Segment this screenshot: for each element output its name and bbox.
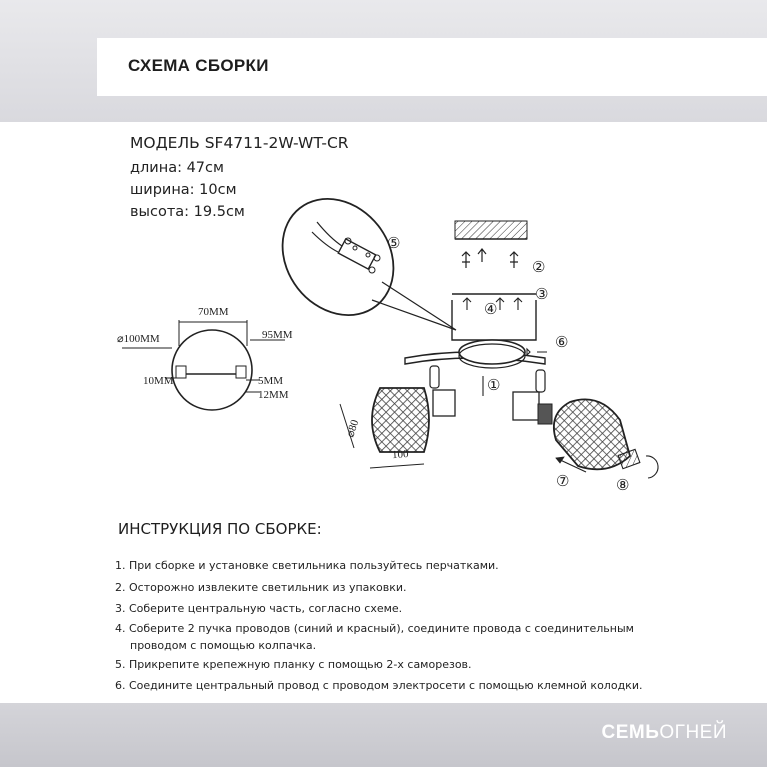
model-name: МОДЕЛЬ SF4711-2W-WT-CR (130, 134, 349, 152)
shade-height-dim: ⌀80 (344, 418, 362, 439)
callout-2: ② (532, 260, 546, 276)
callout-3: ③ (535, 287, 549, 303)
callout-8: ⑧ (616, 478, 630, 494)
instruction-step-6: 6. Соедините центральный провод с проводом электросети с помощью клемной колодки. (115, 679, 643, 692)
callout-5: ⑤ (387, 236, 401, 252)
brand-light: ОГНЕЙ (659, 722, 727, 743)
brand-bold: СЕМЬ (601, 722, 660, 743)
instruction-step-5: 5. Прикрепите крепежную планку с помощью 2-х саморезов. (115, 658, 472, 671)
dim-100: ⌀100MM (117, 333, 160, 345)
instruction-step-4-cont: проводом с помощью колпачка. (130, 639, 317, 652)
dim-95: 95MM (262, 329, 293, 341)
page-title: СХЕМА СБОРКИ (128, 56, 269, 75)
callout-4: ④ (484, 302, 498, 318)
spec-length: длина: 47см (130, 160, 224, 176)
wiring-detail (260, 177, 456, 338)
shade-length-dim: 100 (391, 448, 409, 462)
instruction-step-4: 4. Соберите 2 пучка проводов (синий и красный), соедините провода с соединительным (115, 622, 634, 635)
right-shade (513, 392, 658, 478)
instructions-title: ИНСТРУКЦИЯ ПО СБОРКЕ: (118, 520, 322, 538)
spec-height: высота: 19.5см (130, 204, 245, 220)
spec-width: ширина: 10см (130, 182, 237, 198)
dim-10: 10MM (143, 375, 174, 387)
callout-7: ⑦ (556, 474, 570, 490)
instruction-step-1: 1. При сборке и установке светильника пользуйтесь перчатками. (115, 559, 499, 572)
dim-70: 70MM (198, 306, 229, 318)
instruction-step-3: 3. Соберите центральную часть, согласно схеме. (115, 602, 403, 615)
brand-logo (601, 722, 727, 744)
dim-5: 5MM (258, 375, 284, 387)
callout-1: ① (487, 378, 501, 394)
callout-6: ⑥ (555, 335, 569, 351)
dim-12: 12MM (258, 389, 289, 401)
ceiling-mount (452, 221, 547, 355)
instruction-step-2: 2. Осторожно извлеките светильник из упаковки. (115, 581, 407, 594)
fixture-bar (405, 340, 545, 396)
